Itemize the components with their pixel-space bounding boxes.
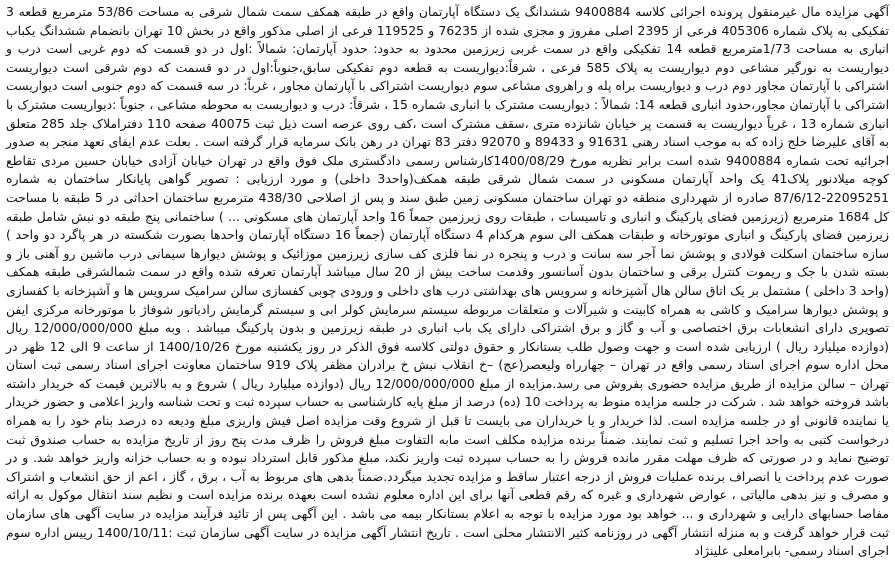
auction-notice-text: آگهی مزایده مال غیرمنقول پرونده اجرائی کلاسه 9400884 ششدانگ یک دستگاه آپارتمان واقع در طبقه همکف سمت شمال شرقی به مساحت 53/86 مترمربع قطعه 3 تفکیکی به پلاک شماره 405306 فرعی از 2395 اصلی مفروز و مجزی شده از 76235 و 119525 فرعی از اصلی مذکور واقع در بخش 10 تهران بانضمام ششدانگ یکباب انباری به مساحت 1/73مترمربع قطعه 14 تفکیکی واقع در سمت غربی زیرزمین محدود به حدود: حدود آپارتمان: شمالاً :اول در دو قسمت که دوم غربی است درب و دیواریست به نورگیر مشاعی دوم دیواریست به پلاک 585 فرعی ، شرقاً:دیواریست به قطعه دوم تفکیکی سابق،جنوباً:اول در دو قسمت که دوم شرقی است دیواریست اشتراکی با آپارتمان مجاور دوم درب و دیواریست براه پله و راهروی مشاعی سوم دیواریست اشتراکی با آپارتمان مجاور ، غرباً: در سه قسمت که دوم جنوبی است دیواریست اشتراکی با آپارتمان مجاور،حدود انباری قطعه 14: شمالاً : دیواریست مشترک با انباری شماره 15 ، شرقاً: درب و دیواریست به محوطه مشاعی ، جنوباً :دیواریست مشترک با انباری شماره 13 ، غرباً دیواریست به قسمت پر خیابان شانزده متری ،سقف مشترک است ،کف روی عرصه است ذیل ثبت 40075 صفحه 110 دفتراملاک جلد 285 متعلق به آقای علیرضا خلج زاده که به موجب اسناد رهنی 91631 و 89433 و 92070 دفتر 83 تهران در رهن بانک سرمایه قرار گرفته است . بعلت عدم ایفای تعهد منجر به صدور اجرائیه تحت شماره 9400884 شده است برابر نظریه مورخ 1400/08/29کارشناس رسمی دادگستری ملک فوق واقع در تهران خیابان آزادی خیابان حسین مردی تقاطع کوچه میلادنور پلاک41 یک واحد آپارتمان مسکونی در سمت شمال شرقی طبقه همکف(واحد3 داخلی) و مورد ارزیابی : تصویر گواهی پایانکار ساختمان به شماره 22095251-87/6/12 صادره از شهرداری منطقه دو تهران ساختمان مسکونی زمین طبق سند و پس از اصلاحی 438/30 مترمربع ساختمان احداثی در 5 طبقه با مساحت کل 1684 مترمربع (زیرزمین فضای پارکینگ و انباری و تاسیسات ، طبقات روی زیرزمین جمعاً 16 واحد آپارتمان های مسکونی ... ) ساختمانی پنج طبقه دو نبش شامل طبقه زیرزمین فضای پارکینگ و انباری موتورخانه و طبقات همکف الی سوم هرکدام 4 دستگاه آپارتمان (جمعاً 16 دستگاه آپارتمان واحدها بصورت شکسته در هر پاگرد دو واحد ) سازه ساختمان اسکلت فولادی و پوشش نما آجر سه سانت و درب و پنجره در نما فلزی کف سازی زیرزمین موزائیک و پوشش دیوارها سیمانی درب ماشین رو آهنی باز و بسته شدن با جک و ریموت کنترل برقی و ساختمان بدون آسانسور وقدمت ساخت بیش از 20 سال میباشد آپارتمان تعرفه شده واقع در سمت شمالشرقی طبقه همکف (واحد 3 داخلی ) مشتمل بر یک اتاق سالن هال آشپزخانه و سرویس های بهداشتی درب های داخلی و ورودی چوبی کفسازی سالن سرامیک سرویس ها و آشپزخانه با کفسازی و پوشش دیوارها سرامیک و کاشی به همراه کابینت و شیرآلات و متعلقات مربوطه سیستم سرمایش کولر ابی و سیستم گرمایش رادیاتور شوفاژ با موتورخانه مرکزی ایفن تصویری دارای انشعابات برق اختصاصی و آب و گاز و برق اشتراکی دارای یک باب انباری در طبقه زیرزمین و بدون پارکینگ میباشد . وبه مبلغ 12/000/000/000 ریال (دوازده میلیارد ریال ) ارزیابی شده است و جهت وصول طلب بستانکار و حقوق دولتی کلاسه فوق الذکر در روز یکشنبه مورخ 1400/10/26 از ساعت 9 الی 12 ظهر در محل اداره سوم اجرای اسناد رسمی واقع در تهران – چهارراه ولیعصر(عج) –خ انقلاب نبش خ برادران مظفر پلاک 919 ساختمان معاونت اجرای اسناد رسمی ثبت استان تهران – سالن مزایده از طریق مزایده حضوری بفروش می رسد.مزایده از مبلغ 12/000/000/000 ریال (دوازده میلیارد ریال ) شروع و به بالاترین قیمت که خریدار داشته باشد فروخته خواهد شد . شرکت در جلسه مزایده منوط به پرداخت 10 (ده) درصد از مبلغ پایه کارشناسی به حساب سپرده ثبت و تحت شناسه واریز اعلامی و حضور خریدار یا نماینده قانونی او در جلسه مزایده است. لذا خریدار و یا خریداران می بایست تا قبل از شروع وقت مزایده اصل فیش واریزی مبلغ ودیعه ده درصد بنام خود را به همراه درخواست کتبی به واحد اجرا تسلیم و ثبت نمایند. ضمناً برنده مزایده مکلف است مابه التفاوت مبلغ فروش را ظرف مدت پنج روز از تاریخ مزایده به حساب صندوق ثبت توضیح نماید و در صورتی که ظرف مهلت مقرر مانده فروش را به حساب سپرده ثبت واریز نکند، مبلغ مذکور قابل استرداد نبوده و به حساب خزانه واریز خواهد شد. و در صورت عدم پرداخت یا انصراف برنده عملیات فروش از درجه اعتبار ساقط و مزایده تجدید میگردد.ضمناً بدهی های مربوط به آب ، برق ، گاز ، اعم از حق انشعاب و اشتراک و مصرف و نیز بدهی مالیاتی ، عوارض شهرداری و غیره که رقم قطعی آنها برای این اداره معلوم نشده است بعهده برنده مزایده است و نظیم سند انتقال موکول به ارائه مفاصا حسابهای دارایی و شهرداری و ... خواهد بود مورد مزایده با توجه به اعلام بستانکار بیمه می باشد . این آگهی پس از تائید فرآیند مزایده در سایت آگهی های سازمان ثبت قرار خواهد گرفت و به منزله انتشار آگهی در روزنامه کثیر الانتشار محلی است . تاریخ انتشار آگهی مزایده در سایت آگهی سازمان ثبت :1400/10/11 رییس اداره سوم اجرای اسناد رسمی- بابرامعلی علینژاد (6, 4, 890, 559)
